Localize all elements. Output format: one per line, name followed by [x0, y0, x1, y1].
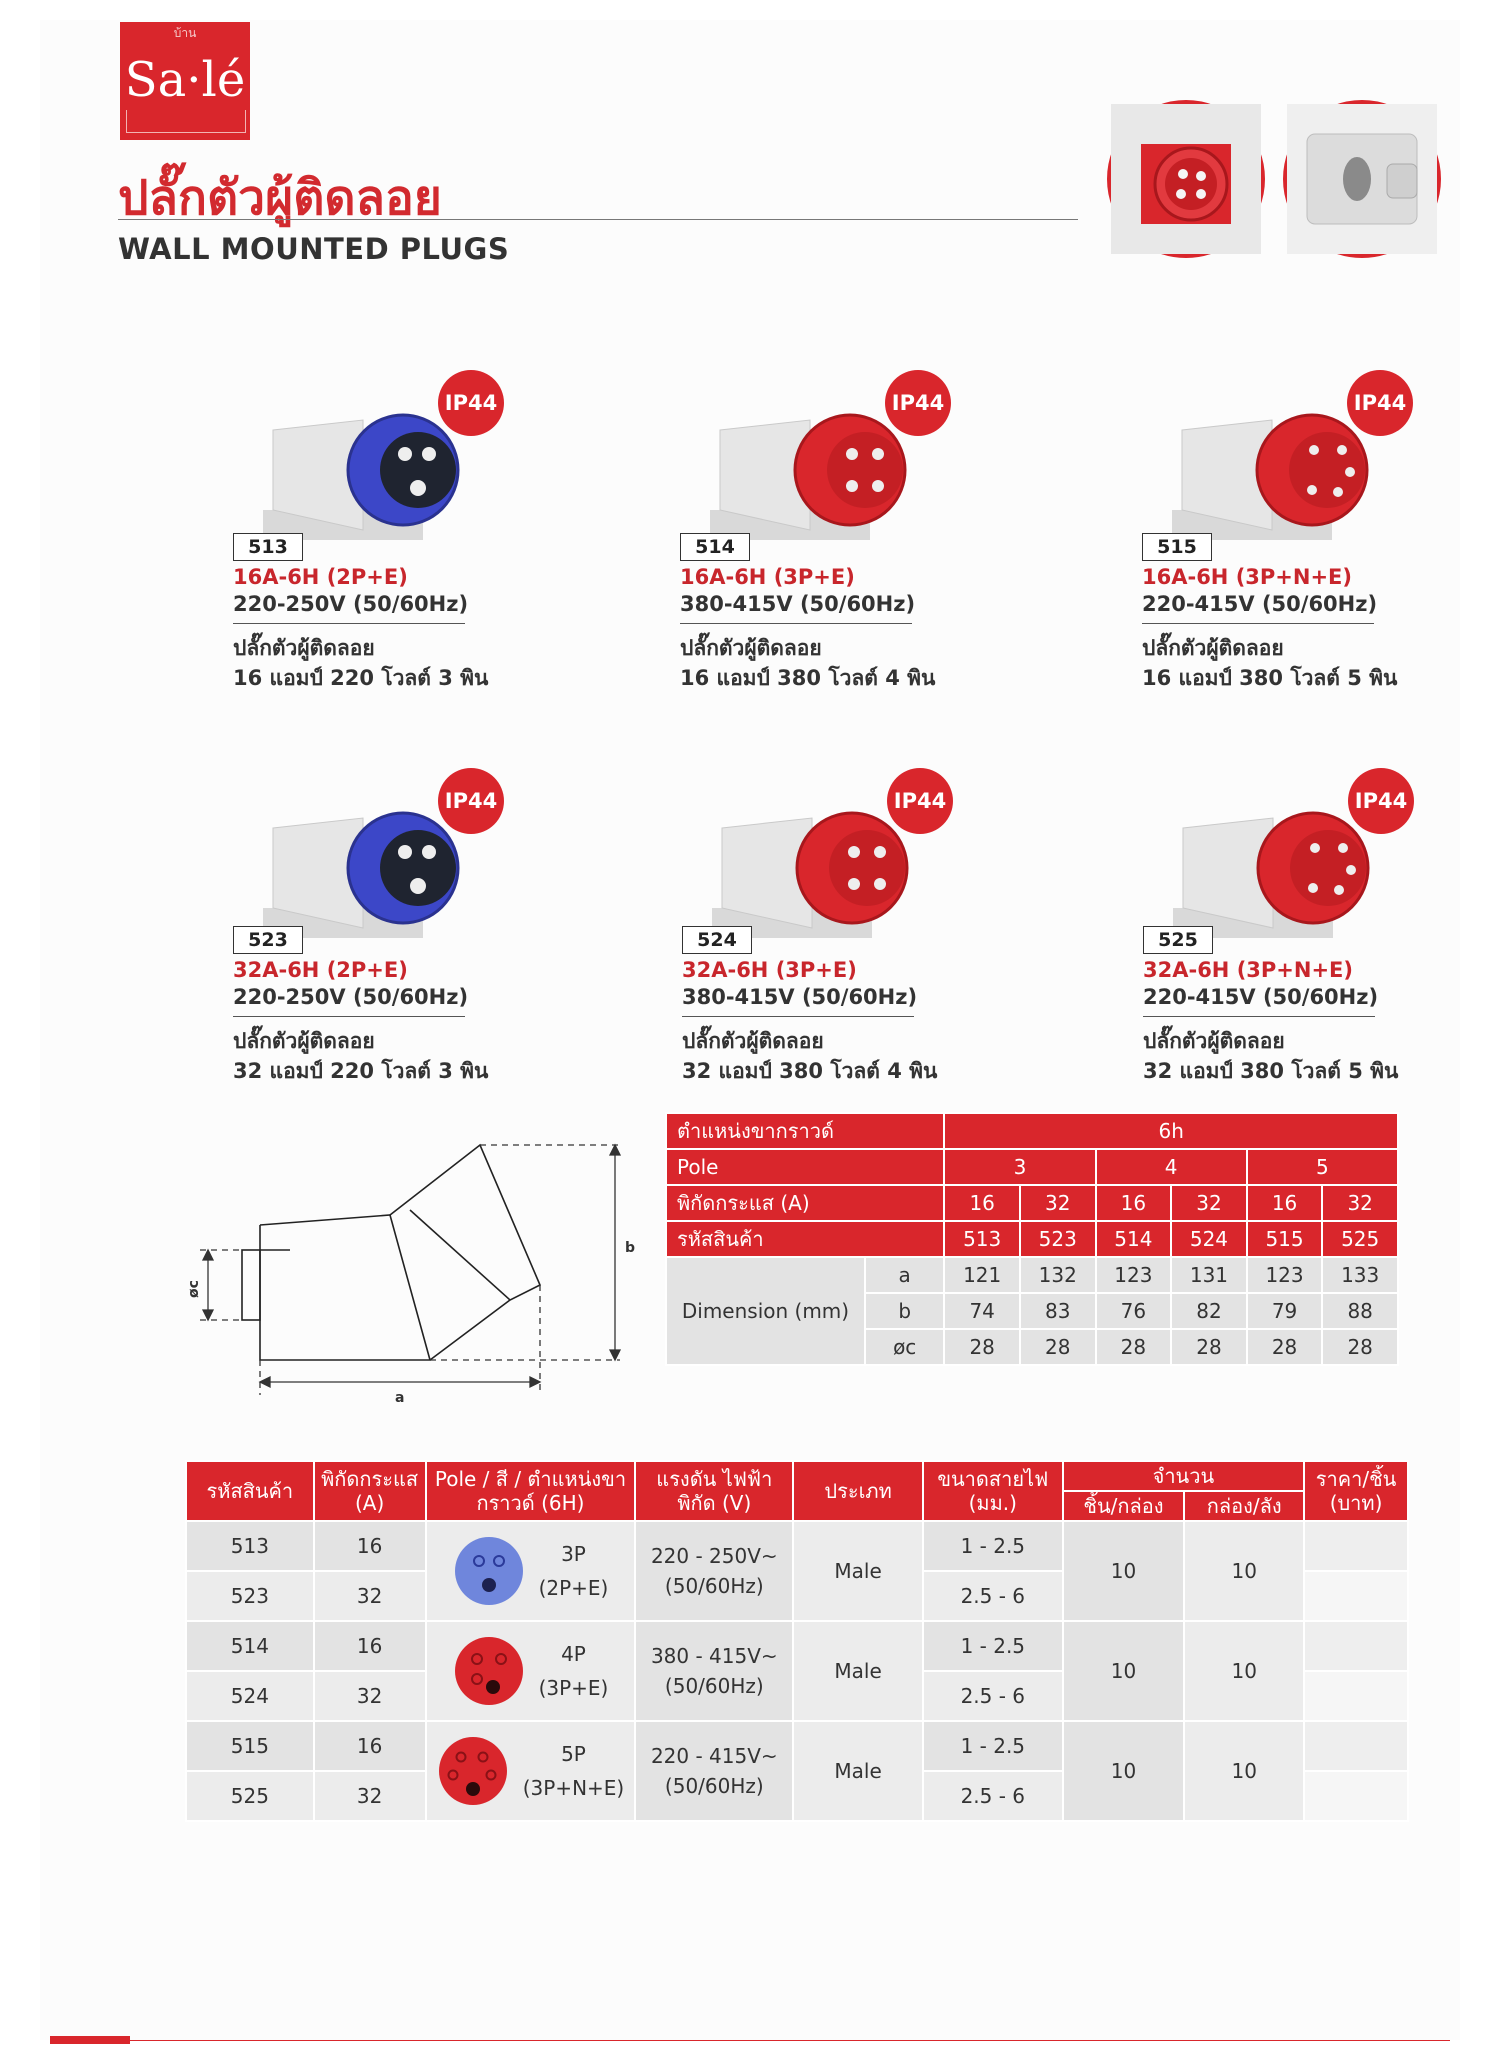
product-code: 523	[233, 926, 303, 954]
table-row	[186, 1621, 1408, 1671]
product-rating: 16A-6H (3P+N+E)	[1142, 565, 1352, 589]
logo-wordmark: Sa·lé	[124, 52, 246, 108]
product-desc-line1: ปลั๊กตัวผู้ติดลอย	[680, 636, 822, 660]
cell-wire: 2.5 - 6	[923, 1671, 1063, 1721]
dimension-label: Dimension (mm)	[666, 1257, 865, 1365]
cell-voltage	[635, 1721, 793, 1821]
thumb-back-box	[1283, 100, 1441, 258]
cell-current: 16	[314, 1721, 426, 1771]
cell-code: 525	[186, 1771, 314, 1821]
pin-layout-3p-icon	[453, 1535, 525, 1607]
thumb-front-plug	[1107, 100, 1265, 258]
dimension-value: 88	[1322, 1293, 1398, 1329]
dimension-key: b	[865, 1293, 944, 1329]
cell-pole	[426, 1721, 636, 1821]
dimension-table	[665, 1112, 1399, 1366]
table-row	[666, 1149, 1398, 1185]
dimension-value: 123	[1247, 1257, 1323, 1293]
dimension-label-c: øc	[186, 1280, 202, 1298]
current-value: 32	[1020, 1185, 1096, 1221]
code-value: 514	[1096, 1221, 1172, 1257]
product-divider	[682, 1016, 914, 1017]
cell-current: 32	[314, 1771, 426, 1821]
table-row	[666, 1221, 1398, 1257]
product-divider	[233, 1016, 465, 1017]
dimension-value: 76	[1096, 1293, 1172, 1329]
col-header-type: ประเภท	[793, 1461, 923, 1521]
current-value: 16	[944, 1185, 1020, 1221]
pole-config: (2P+E)	[538, 1576, 609, 1600]
col-header-voltage: แรงดัน ไฟฟ้าพิกัด (V)	[635, 1461, 793, 1521]
voltage-range: 220 - 415V~	[650, 1744, 778, 1768]
pole-config: (3P+N+E)	[522, 1776, 625, 1800]
current-value: 16	[1247, 1185, 1323, 1221]
dimension-diagram	[180, 1120, 660, 1406]
code-value: 515	[1247, 1221, 1323, 1257]
cell-code: 523	[186, 1571, 314, 1621]
product-desc-line2: 16 แอมป์ 220 โวลต์ 3 พิน	[233, 666, 489, 690]
cell-type: Male	[793, 1721, 923, 1821]
cell-price[interactable]	[1304, 1571, 1408, 1621]
product-card	[1142, 370, 1472, 700]
dimension-value: 79	[1247, 1293, 1323, 1329]
ground-position-label: ตำแหน่งขากราวด์	[666, 1113, 944, 1149]
product-card	[233, 370, 563, 700]
table-row	[666, 1257, 1398, 1293]
product-divider	[1143, 1016, 1375, 1017]
product-card	[680, 370, 1010, 700]
code-value: 524	[1171, 1221, 1247, 1257]
cell-per-box: 10	[1063, 1721, 1185, 1821]
pole-count: 3P	[561, 1542, 586, 1566]
col-header-pole: Pole / สี / ตำแหน่งขากราวด์ (6H)	[426, 1461, 636, 1521]
product-card	[1143, 768, 1473, 1098]
cell-pole	[426, 1521, 636, 1621]
table-header-row	[186, 1461, 1408, 1491]
cell-pole	[426, 1621, 636, 1721]
pole-label: Pole	[666, 1149, 944, 1185]
cell-current: 16	[314, 1521, 426, 1571]
dimension-label-b: b	[625, 1240, 636, 1256]
product-voltage: 380-415V (50/60Hz)	[682, 985, 918, 1009]
pole-value: 5	[1247, 1149, 1398, 1185]
cell-price[interactable]	[1304, 1521, 1408, 1571]
pin-layout-5p-icon	[437, 1735, 509, 1807]
ip-rating-badge: IP44	[438, 768, 504, 834]
current-value: 32	[1322, 1185, 1398, 1221]
cell-type: Male	[793, 1521, 923, 1621]
cell-per-box: 10	[1063, 1521, 1185, 1621]
voltage-range: 380 - 415V~	[650, 1644, 778, 1668]
pole-count: 4P	[561, 1642, 586, 1666]
product-desc-line2: 16 แอมป์ 380 โวลต์ 4 พิน	[680, 666, 936, 690]
product-rating: 16A-6H (3P+E)	[680, 565, 855, 589]
dimension-value: 121	[944, 1257, 1020, 1293]
ip-rating-badge: IP44	[1348, 768, 1414, 834]
ip-rating-badge: IP44	[438, 370, 504, 436]
cell-wire: 2.5 - 6	[923, 1571, 1063, 1621]
voltage-frequency: (50/60Hz)	[664, 1774, 764, 1798]
cell-per-box: 10	[1063, 1621, 1185, 1721]
product-card	[233, 768, 563, 1098]
product-desc-line2: 32 แอมป์ 220 โวลต์ 3 พิน	[233, 1059, 489, 1083]
cell-per-case: 10	[1184, 1521, 1304, 1621]
dimension-value: 28	[1247, 1329, 1323, 1365]
dimension-key: øc	[865, 1329, 944, 1365]
product-code: 525	[1143, 926, 1213, 954]
product-code: 513	[233, 533, 303, 561]
product-divider	[233, 623, 465, 624]
dimension-value: 82	[1171, 1293, 1247, 1329]
cell-price[interactable]	[1304, 1621, 1408, 1671]
plug-front-icon	[1111, 104, 1261, 254]
voltage-frequency: (50/60Hz)	[664, 1674, 764, 1698]
dimension-label-a: a	[395, 1390, 405, 1406]
voltage-frequency: (50/60Hz)	[664, 1574, 764, 1598]
page-title-english: WALL MOUNTED PLUGS	[118, 232, 510, 266]
col-header-qty: จำนวน	[1063, 1461, 1304, 1491]
cell-code: 514	[186, 1621, 314, 1671]
ip-rating-badge: IP44	[1347, 370, 1413, 436]
cell-current: 32	[314, 1571, 426, 1621]
logo-small-text: บ้าน	[173, 26, 197, 40]
dimension-value: 74	[944, 1293, 1020, 1329]
cell-voltage	[635, 1521, 793, 1621]
ip-rating-badge: IP44	[887, 768, 953, 834]
footer-accent	[50, 2036, 130, 2044]
product-desc-line2: 16 แอมป์ 380 โวลต์ 5 พิน	[1142, 666, 1398, 690]
product-rating: 16A-6H (2P+E)	[233, 565, 408, 589]
product-voltage: 220-415V (50/60Hz)	[1143, 985, 1379, 1009]
cell-current: 32	[314, 1671, 426, 1721]
plug-back-icon	[1287, 104, 1437, 254]
product-desc-line1: ปลั๊กตัวผู้ติดลอย	[233, 1029, 375, 1053]
dimension-key: a	[865, 1257, 944, 1293]
product-voltage: 220-250V (50/60Hz)	[233, 592, 469, 616]
cell-per-case: 10	[1184, 1721, 1304, 1821]
table-row	[186, 1721, 1408, 1771]
cell-wire: 2.5 - 6	[923, 1771, 1063, 1821]
voltage-range: 220 - 250V~	[650, 1544, 778, 1568]
product-rating: 32A-6H (3P+N+E)	[1143, 958, 1353, 982]
cell-price[interactable]	[1304, 1771, 1408, 1821]
cell-price[interactable]	[1304, 1671, 1408, 1721]
brand-logo	[120, 22, 250, 140]
product-voltage: 380-415V (50/60Hz)	[680, 592, 916, 616]
product-desc-line1: ปลั๊กตัวผู้ติดลอย	[1143, 1029, 1285, 1053]
current-label: พิกัดกระแส (A)	[666, 1185, 944, 1221]
product-desc-line1: ปลั๊กตัวผู้ติดลอย	[233, 636, 375, 660]
product-divider	[680, 623, 912, 624]
logo-frame	[126, 110, 246, 133]
cell-code: 513	[186, 1521, 314, 1571]
pole-value: 4	[1096, 1149, 1247, 1185]
dimension-value: 132	[1020, 1257, 1096, 1293]
cell-per-case: 10	[1184, 1621, 1304, 1721]
dimension-value: 83	[1020, 1293, 1096, 1329]
dimension-value: 123	[1096, 1257, 1172, 1293]
ip-rating-badge: IP44	[885, 370, 951, 436]
product-desc-line2: 32 แอมป์ 380 โวลต์ 4 พิน	[682, 1059, 938, 1083]
product-card	[682, 768, 1012, 1098]
col-header-current: พิกัดกระแส (A)	[314, 1461, 426, 1521]
table-row	[666, 1113, 1398, 1149]
cell-code: 515	[186, 1721, 314, 1771]
pole-config: (3P+E)	[538, 1676, 609, 1700]
cell-current: 16	[314, 1621, 426, 1671]
table-row	[666, 1185, 1398, 1221]
cell-price[interactable]	[1304, 1721, 1408, 1771]
dimension-value: 28	[1171, 1329, 1247, 1365]
table-row	[186, 1521, 1408, 1571]
current-value: 32	[1171, 1185, 1247, 1221]
product-code: 524	[682, 926, 752, 954]
dimension-value: 28	[1322, 1329, 1398, 1365]
col-header-per-case: กล่อง/ลัง	[1184, 1491, 1304, 1521]
product-desc-line1: ปลั๊กตัวผู้ติดลอย	[682, 1029, 824, 1053]
specification-table	[185, 1460, 1409, 1822]
code-value: 525	[1322, 1221, 1398, 1257]
cell-wire: 1 - 2.5	[923, 1721, 1063, 1771]
dimension-value: 28	[944, 1329, 1020, 1365]
product-rating: 32A-6H (3P+E)	[682, 958, 857, 982]
col-header-price: ราคา/ชิ้น (บาท)	[1304, 1461, 1408, 1521]
dimension-value: 133	[1322, 1257, 1398, 1293]
product-desc-line1: ปลั๊กตัวผู้ติดลอย	[1142, 636, 1284, 660]
cell-voltage	[635, 1621, 793, 1721]
dimension-value: 28	[1020, 1329, 1096, 1365]
ground-position-value: 6h	[944, 1113, 1398, 1149]
col-header-per-box: ชิ้น/กล่อง	[1063, 1491, 1185, 1521]
footer-divider	[50, 2040, 1450, 2041]
page-title-thai: ปลั๊กตัวผู้ติดลอย	[118, 170, 442, 226]
product-voltage: 220-415V (50/60Hz)	[1142, 592, 1378, 616]
dimension-value: 131	[1171, 1257, 1247, 1293]
cell-type: Male	[793, 1621, 923, 1721]
title-divider	[118, 219, 1078, 220]
col-header-code: รหัสสินค้า	[186, 1461, 314, 1521]
code-label: รหัสสินค้า	[666, 1221, 944, 1257]
product-divider	[1142, 623, 1374, 624]
pole-value: 3	[944, 1149, 1095, 1185]
pin-layout-4p-icon	[453, 1635, 525, 1707]
product-voltage: 220-250V (50/60Hz)	[233, 985, 469, 1009]
code-value: 523	[1020, 1221, 1096, 1257]
dimension-value: 28	[1096, 1329, 1172, 1365]
product-code: 514	[680, 533, 750, 561]
code-value: 513	[944, 1221, 1020, 1257]
cell-wire: 1 - 2.5	[923, 1521, 1063, 1571]
product-rating: 32A-6H (2P+E)	[233, 958, 408, 982]
product-code: 515	[1142, 533, 1212, 561]
current-value: 16	[1096, 1185, 1172, 1221]
pole-count: 5P	[561, 1742, 586, 1766]
cell-wire: 1 - 2.5	[923, 1621, 1063, 1671]
cell-code: 524	[186, 1671, 314, 1721]
product-desc-line2: 32 แอมป์ 380 โวลต์ 5 พิน	[1143, 1059, 1399, 1083]
col-header-wire: ขนาดสายไฟ (มม.)	[923, 1461, 1063, 1521]
